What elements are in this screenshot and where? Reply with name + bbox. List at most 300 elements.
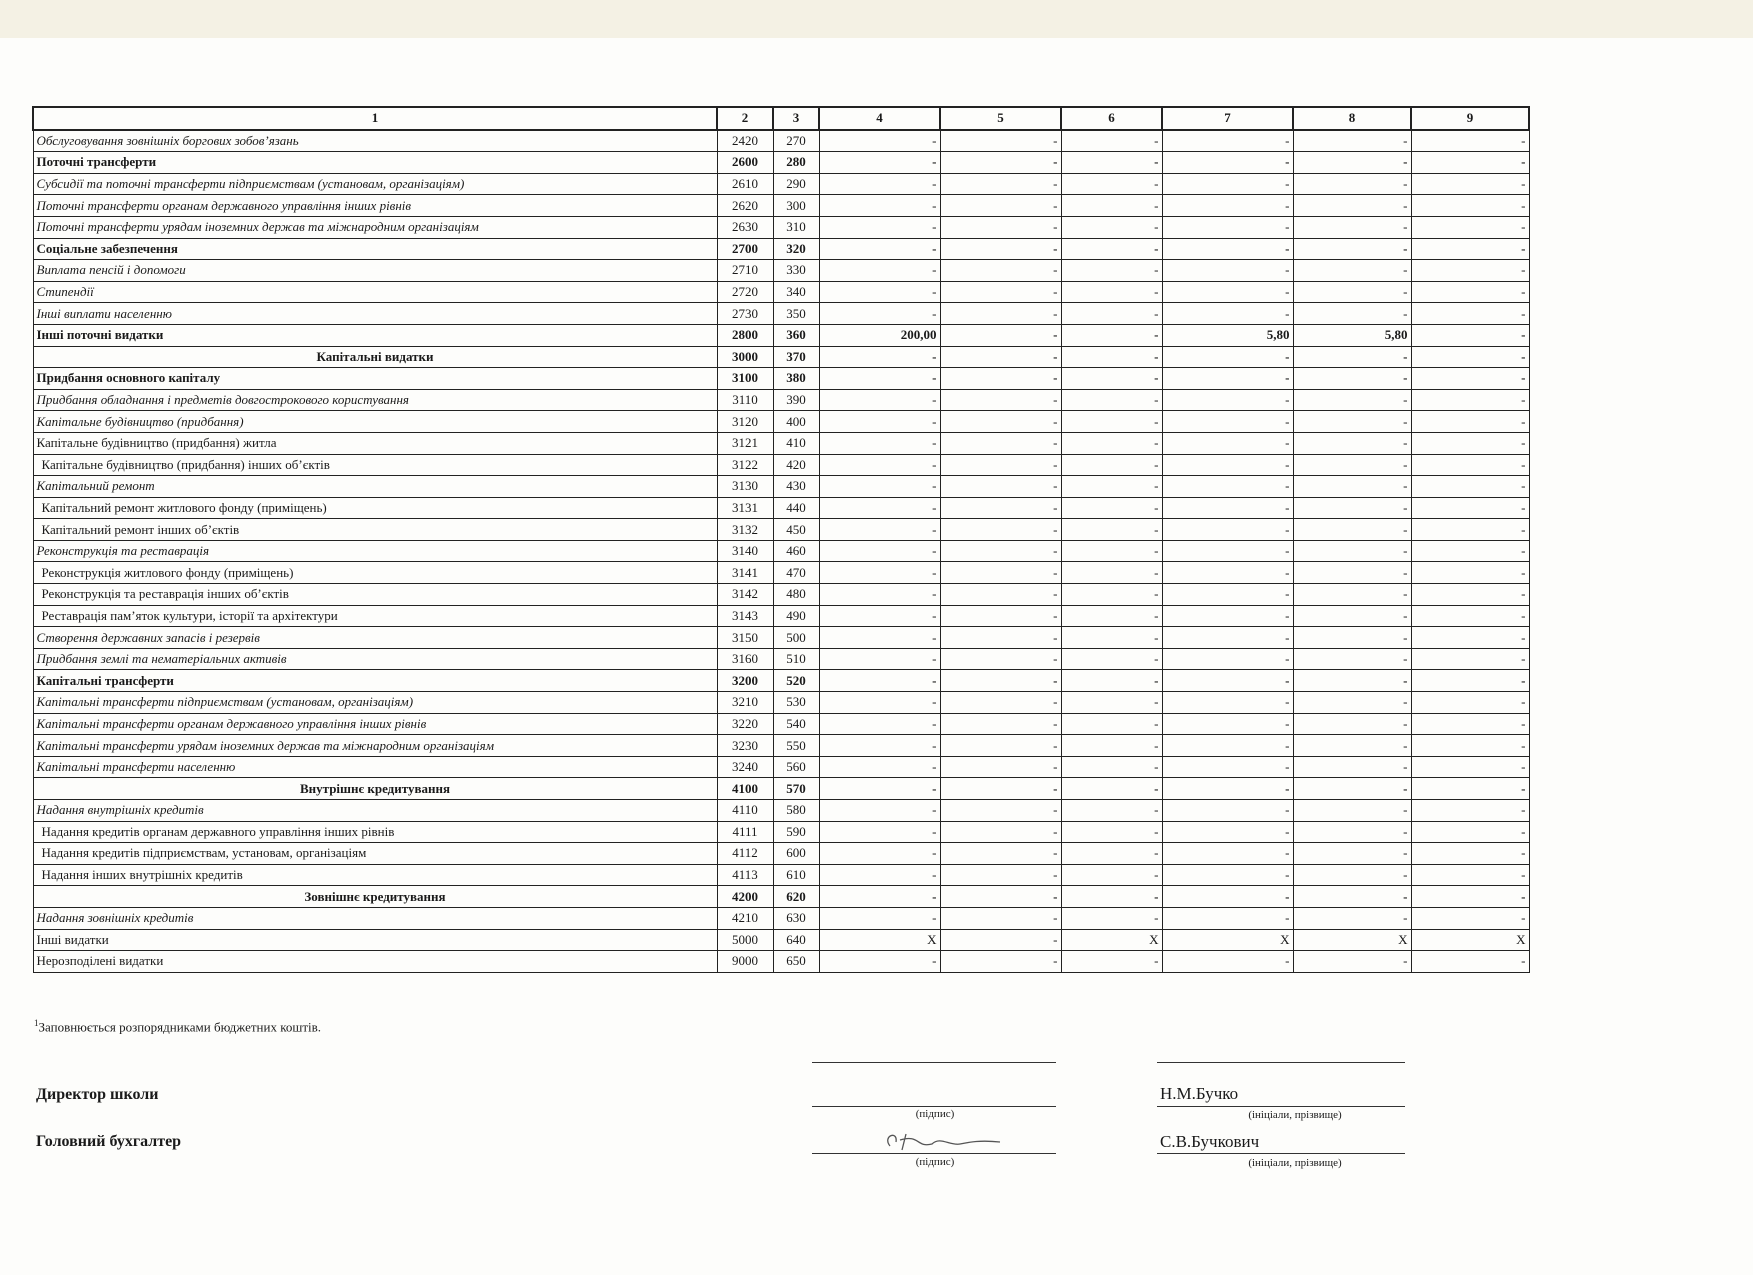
value-cell: - — [1061, 476, 1162, 498]
value-cell: - — [819, 843, 940, 865]
value-cell: - — [1293, 540, 1411, 562]
value-cell: - — [1061, 173, 1162, 195]
accountant-signature-scribble — [880, 1126, 1010, 1156]
value-cell: - — [1411, 519, 1529, 541]
row-name: Соціальне забезпечення — [33, 238, 717, 260]
value-cell: - — [1411, 346, 1529, 368]
table-row — [33, 821, 1529, 843]
expenditure-table — [32, 106, 1530, 973]
table-row — [33, 648, 1529, 670]
value-cell: - — [1411, 303, 1529, 325]
value-cell: - — [1293, 843, 1411, 865]
row-name: Капітальний ремонт житлового фонду (приміщень) — [33, 497, 717, 519]
header-cell: 3 — [773, 107, 819, 130]
value-cell: - — [1162, 476, 1293, 498]
row-name: Придбання обладнання і предметів довгострокового користування — [33, 389, 717, 411]
row-name: Інші виплати населенню — [33, 303, 717, 325]
table-row — [33, 411, 1529, 433]
row-code: 3220 — [717, 713, 773, 735]
value-cell: - — [940, 821, 1061, 843]
value-cell: - — [1162, 454, 1293, 476]
row-line-number: 390 — [773, 389, 819, 411]
value-cell: X — [1061, 929, 1162, 951]
value-cell: - — [940, 562, 1061, 584]
value-cell: - — [819, 497, 940, 519]
row-line-number: 480 — [773, 584, 819, 606]
value-cell: - — [1293, 260, 1411, 282]
value-cell: - — [940, 497, 1061, 519]
value-cell: - — [1061, 303, 1162, 325]
value-cell: - — [1162, 238, 1293, 260]
value-cell: - — [1162, 281, 1293, 303]
value-cell: - — [1411, 562, 1529, 584]
row-line-number: 590 — [773, 821, 819, 843]
value-cell: - — [940, 173, 1061, 195]
row-name: Зовнішнє кредитування — [33, 886, 717, 908]
row-name: Капітальні видатки — [33, 346, 717, 368]
value-cell: - — [1061, 216, 1162, 238]
row-code: 2610 — [717, 173, 773, 195]
row-name: Надання кредитів органам державного управління інших рівнів — [33, 821, 717, 843]
value-cell: - — [1162, 735, 1293, 757]
row-line-number: 650 — [773, 951, 819, 973]
row-name: Субсидії та поточні трансферти підприємствам (установам, організаціям) — [33, 173, 717, 195]
value-cell: - — [819, 648, 940, 670]
accountant-name-line — [1157, 1153, 1405, 1154]
value-cell: - — [1162, 951, 1293, 973]
row-code: 3160 — [717, 648, 773, 670]
table-row — [33, 195, 1529, 217]
value-cell: - — [819, 756, 940, 778]
row-code: 2800 — [717, 324, 773, 346]
value-cell: - — [1162, 648, 1293, 670]
header-cell: 4 — [819, 107, 940, 130]
value-cell: - — [940, 303, 1061, 325]
value-cell: - — [1061, 843, 1162, 865]
value-cell: - — [819, 951, 940, 973]
value-cell: - — [1162, 497, 1293, 519]
value-cell: - — [940, 476, 1061, 498]
value-cell: - — [940, 260, 1061, 282]
value-cell: - — [1293, 411, 1411, 433]
value-cell: - — [940, 800, 1061, 822]
row-name: Реставрація пам’яток культури, історії та архітектури — [33, 605, 717, 627]
value-cell: - — [1293, 562, 1411, 584]
value-cell: - — [1411, 864, 1529, 886]
value-cell: - — [819, 411, 940, 433]
table-row — [33, 627, 1529, 649]
row-line-number: 300 — [773, 195, 819, 217]
header-cell: 8 — [1293, 107, 1411, 130]
value-cell: - — [1061, 389, 1162, 411]
row-line-number: 510 — [773, 648, 819, 670]
accountant-name: С.В.Бучкович — [1160, 1132, 1260, 1151]
value-cell: - — [1411, 540, 1529, 562]
value-cell: - — [1162, 864, 1293, 886]
value-cell: - — [1293, 713, 1411, 735]
table-row — [33, 497, 1529, 519]
table-row — [33, 800, 1529, 822]
row-line-number: 630 — [773, 907, 819, 929]
row-line-number: 470 — [773, 562, 819, 584]
table-row — [33, 540, 1529, 562]
table-row — [33, 216, 1529, 238]
director-name: Н.М.Бучко — [1160, 1084, 1239, 1103]
value-cell: - — [1293, 432, 1411, 454]
row-code: 2620 — [717, 195, 773, 217]
row-line-number: 370 — [773, 346, 819, 368]
table-row — [33, 843, 1529, 865]
value-cell: - — [1293, 692, 1411, 714]
value-cell: - — [1411, 476, 1529, 498]
value-cell: - — [940, 540, 1061, 562]
table-row — [33, 886, 1529, 908]
value-cell: - — [1061, 324, 1162, 346]
row-line-number: 290 — [773, 173, 819, 195]
value-cell: - — [1411, 756, 1529, 778]
row-line-number: 380 — [773, 368, 819, 390]
value-cell: - — [819, 216, 940, 238]
value-cell: - — [1162, 130, 1293, 152]
value-cell: - — [1411, 195, 1529, 217]
row-name: Поточні трансферти урядам іноземних держав та міжнародним організаціям — [33, 216, 717, 238]
value-cell: - — [1293, 800, 1411, 822]
value-cell: - — [819, 735, 940, 757]
value-cell: - — [1061, 907, 1162, 929]
row-code: 2710 — [717, 260, 773, 282]
value-cell: - — [1411, 497, 1529, 519]
value-cell: - — [1411, 584, 1529, 606]
value-cell: - — [940, 238, 1061, 260]
value-cell: - — [940, 929, 1061, 951]
value-cell: - — [819, 886, 940, 908]
value-cell: - — [1293, 173, 1411, 195]
value-cell: - — [1293, 778, 1411, 800]
value-cell: - — [1061, 130, 1162, 152]
value-cell: - — [1411, 627, 1529, 649]
table-row — [33, 324, 1529, 346]
table-row — [33, 368, 1529, 390]
value-cell: - — [1162, 800, 1293, 822]
value-cell: - — [819, 432, 940, 454]
director-name-line — [1157, 1106, 1405, 1107]
value-cell: - — [819, 605, 940, 627]
value-cell: - — [1293, 907, 1411, 929]
value-cell: - — [940, 951, 1061, 973]
table-row — [33, 389, 1529, 411]
value-cell: - — [1162, 821, 1293, 843]
table-row — [33, 735, 1529, 757]
row-code: 3130 — [717, 476, 773, 498]
director-sign-caption: (підпис) — [915, 1108, 955, 1120]
name-line-top — [1157, 1062, 1405, 1063]
value-cell: - — [819, 670, 940, 692]
value-cell: - — [940, 324, 1061, 346]
value-cell: - — [1411, 713, 1529, 735]
table-row — [33, 260, 1529, 282]
row-line-number: 620 — [773, 886, 819, 908]
table-row — [33, 454, 1529, 476]
row-name: Капітальний ремонт інших об’єктів — [33, 519, 717, 541]
row-name: Капітальне будівництво (придбання) житла — [33, 432, 717, 454]
value-cell: - — [1162, 886, 1293, 908]
row-line-number: 360 — [773, 324, 819, 346]
value-cell: - — [1411, 216, 1529, 238]
row-code: 3141 — [717, 562, 773, 584]
value-cell: - — [1293, 605, 1411, 627]
row-name: Внутрішнє кредитування — [33, 778, 717, 800]
value-cell: - — [1411, 778, 1529, 800]
accountant-signature-line — [812, 1153, 1056, 1154]
row-code: 4100 — [717, 778, 773, 800]
value-cell: - — [1162, 756, 1293, 778]
value-cell: - — [819, 864, 940, 886]
table-row — [33, 562, 1529, 584]
value-cell: - — [1162, 584, 1293, 606]
value-cell: - — [940, 389, 1061, 411]
row-name: Капітальний ремонт — [33, 476, 717, 498]
row-name: Створення державних запасів і резервів — [33, 627, 717, 649]
value-cell: - — [940, 843, 1061, 865]
value-cell: - — [1293, 346, 1411, 368]
director-name-caption: (ініціали, прізвище) — [1248, 1109, 1342, 1121]
value-cell: - — [1411, 648, 1529, 670]
table-row — [33, 605, 1529, 627]
row-line-number: 350 — [773, 303, 819, 325]
table-row — [33, 152, 1529, 174]
value-cell: - — [1411, 886, 1529, 908]
value-cell: - — [1061, 864, 1162, 886]
value-cell: - — [1061, 778, 1162, 800]
value-cell: - — [1293, 152, 1411, 174]
scan-top-band — [0, 0, 1753, 38]
table-row — [33, 238, 1529, 260]
row-line-number: 320 — [773, 238, 819, 260]
value-cell: - — [940, 605, 1061, 627]
value-cell: - — [1293, 756, 1411, 778]
header-cell: 9 — [1411, 107, 1529, 130]
value-cell: - — [1411, 281, 1529, 303]
value-cell: - — [1162, 303, 1293, 325]
row-code: 3120 — [717, 411, 773, 433]
row-name: Реконструкція житлового фонду (приміщень) — [33, 562, 717, 584]
row-code: 2630 — [717, 216, 773, 238]
value-cell: - — [940, 735, 1061, 757]
value-cell: - — [1293, 670, 1411, 692]
value-cell: - — [1411, 411, 1529, 433]
row-line-number: 400 — [773, 411, 819, 433]
row-code: 3200 — [717, 670, 773, 692]
value-cell: - — [1162, 368, 1293, 390]
value-cell: - — [1061, 584, 1162, 606]
value-cell: - — [1061, 692, 1162, 714]
value-cell: - — [1061, 735, 1162, 757]
value-cell: - — [1293, 951, 1411, 973]
row-line-number: 410 — [773, 432, 819, 454]
row-name: Виплата пенсій і допомоги — [33, 260, 717, 282]
row-line-number: 580 — [773, 800, 819, 822]
row-line-number: 490 — [773, 605, 819, 627]
value-cell: - — [819, 281, 940, 303]
value-cell: - — [940, 519, 1061, 541]
value-cell: - — [1293, 281, 1411, 303]
row-code: 3122 — [717, 454, 773, 476]
row-name: Поточні трансферти органам державного управління інших рівнів — [33, 195, 717, 217]
row-line-number: 530 — [773, 692, 819, 714]
value-cell: - — [1411, 454, 1529, 476]
table-row — [33, 130, 1529, 152]
accountant-sign-caption: (підпис) — [915, 1156, 955, 1168]
value-cell: - — [819, 346, 940, 368]
row-line-number: 310 — [773, 216, 819, 238]
row-name: Реконструкція та реставрація — [33, 540, 717, 562]
value-cell: - — [819, 389, 940, 411]
row-line-number: 550 — [773, 735, 819, 757]
value-cell: - — [940, 432, 1061, 454]
value-cell: - — [819, 800, 940, 822]
value-cell: - — [1411, 432, 1529, 454]
value-cell: - — [940, 778, 1061, 800]
value-cell: - — [819, 584, 940, 606]
row-line-number: 430 — [773, 476, 819, 498]
value-cell: - — [1061, 562, 1162, 584]
table-row — [33, 519, 1529, 541]
row-code: 4200 — [717, 886, 773, 908]
row-code: 3100 — [717, 368, 773, 390]
row-name: Поточні трансферти — [33, 152, 717, 174]
row-name: Надання інших внутрішніх кредитів — [33, 864, 717, 886]
value-cell: - — [1061, 411, 1162, 433]
value-cell: - — [1411, 735, 1529, 757]
row-code: 3143 — [717, 605, 773, 627]
row-name: Капітальні трансферти органам державного управління інших рівнів — [33, 713, 717, 735]
value-cell: - — [819, 260, 940, 282]
value-cell: - — [1293, 864, 1411, 886]
row-name: Придбання основного капіталу — [33, 368, 717, 390]
row-code: 3000 — [717, 346, 773, 368]
value-cell: - — [819, 821, 940, 843]
value-cell: - — [819, 562, 940, 584]
value-cell: - — [819, 238, 940, 260]
row-code: 3121 — [717, 432, 773, 454]
signature-line-top — [812, 1062, 1056, 1063]
table-row — [33, 476, 1529, 498]
value-cell: - — [1162, 907, 1293, 929]
value-cell: - — [1061, 951, 1162, 973]
value-cell: - — [1162, 260, 1293, 282]
value-cell: - — [1061, 821, 1162, 843]
value-cell: - — [1162, 540, 1293, 562]
value-cell: - — [819, 130, 940, 152]
row-code: 4210 — [717, 907, 773, 929]
value-cell: - — [1061, 454, 1162, 476]
value-cell: - — [1162, 843, 1293, 865]
value-cell: X — [1411, 929, 1529, 951]
value-cell: - — [1293, 216, 1411, 238]
row-code: 4111 — [717, 821, 773, 843]
table-row — [33, 778, 1529, 800]
value-cell: - — [1061, 713, 1162, 735]
table-row — [33, 281, 1529, 303]
value-cell: - — [940, 281, 1061, 303]
table-row — [33, 907, 1529, 929]
row-line-number: 610 — [773, 864, 819, 886]
row-line-number: 460 — [773, 540, 819, 562]
accountant-name-caption: (ініціали, прізвище) — [1248, 1157, 1342, 1169]
row-name: Надання внутрішніх кредитів — [33, 800, 717, 822]
row-code: 3210 — [717, 692, 773, 714]
row-code: 3140 — [717, 540, 773, 562]
row-code: 2600 — [717, 152, 773, 174]
row-name: Капітальні трансферти — [33, 670, 717, 692]
header-row — [33, 107, 1529, 130]
table-row — [33, 864, 1529, 886]
row-line-number: 540 — [773, 713, 819, 735]
row-line-number: 440 — [773, 497, 819, 519]
row-line-number: 330 — [773, 260, 819, 282]
row-line-number: 560 — [773, 756, 819, 778]
value-cell: - — [1061, 238, 1162, 260]
value-cell: - — [1162, 432, 1293, 454]
row-code: 3131 — [717, 497, 773, 519]
value-cell: - — [819, 907, 940, 929]
value-cell: - — [1061, 152, 1162, 174]
value-cell: - — [1411, 130, 1529, 152]
value-cell: - — [1061, 281, 1162, 303]
value-cell: - — [819, 713, 940, 735]
value-cell: - — [1293, 584, 1411, 606]
value-cell: - — [940, 152, 1061, 174]
value-cell: - — [1411, 238, 1529, 260]
value-cell: - — [940, 130, 1061, 152]
value-cell: - — [940, 627, 1061, 649]
footnote: $^1$Заповнюється розпорядниками бюджетних коштів. — [34, 1018, 322, 1035]
row-name: Реконструкція та реставрація інших об’єктів — [33, 584, 717, 606]
value-cell: - — [940, 195, 1061, 217]
value-cell: - — [1162, 627, 1293, 649]
row-line-number: 450 — [773, 519, 819, 541]
value-cell: - — [1162, 778, 1293, 800]
value-cell: - — [1411, 368, 1529, 390]
row-code: 3150 — [717, 627, 773, 649]
value-cell: - — [1293, 627, 1411, 649]
row-code: 5000 — [717, 929, 773, 951]
row-code: 4112 — [717, 843, 773, 865]
header-cell: 6 — [1061, 107, 1162, 130]
value-cell: - — [1162, 562, 1293, 584]
value-cell: - — [1162, 605, 1293, 627]
value-cell: - — [1411, 260, 1529, 282]
row-code: 2420 — [717, 130, 773, 152]
value-cell: - — [1061, 195, 1162, 217]
value-cell: - — [1162, 519, 1293, 541]
value-cell: - — [940, 907, 1061, 929]
value-cell: - — [1061, 756, 1162, 778]
value-cell: - — [1411, 692, 1529, 714]
table-row — [33, 929, 1529, 951]
row-code: 3110 — [717, 389, 773, 411]
table-row — [33, 173, 1529, 195]
value-cell: - — [1061, 432, 1162, 454]
table-row — [33, 756, 1529, 778]
value-cell: - — [819, 195, 940, 217]
value-cell: - — [1061, 519, 1162, 541]
value-cell: - — [1061, 540, 1162, 562]
table-row — [33, 346, 1529, 368]
value-cell: - — [1061, 346, 1162, 368]
value-cell: - — [819, 519, 940, 541]
value-cell: - — [819, 454, 940, 476]
